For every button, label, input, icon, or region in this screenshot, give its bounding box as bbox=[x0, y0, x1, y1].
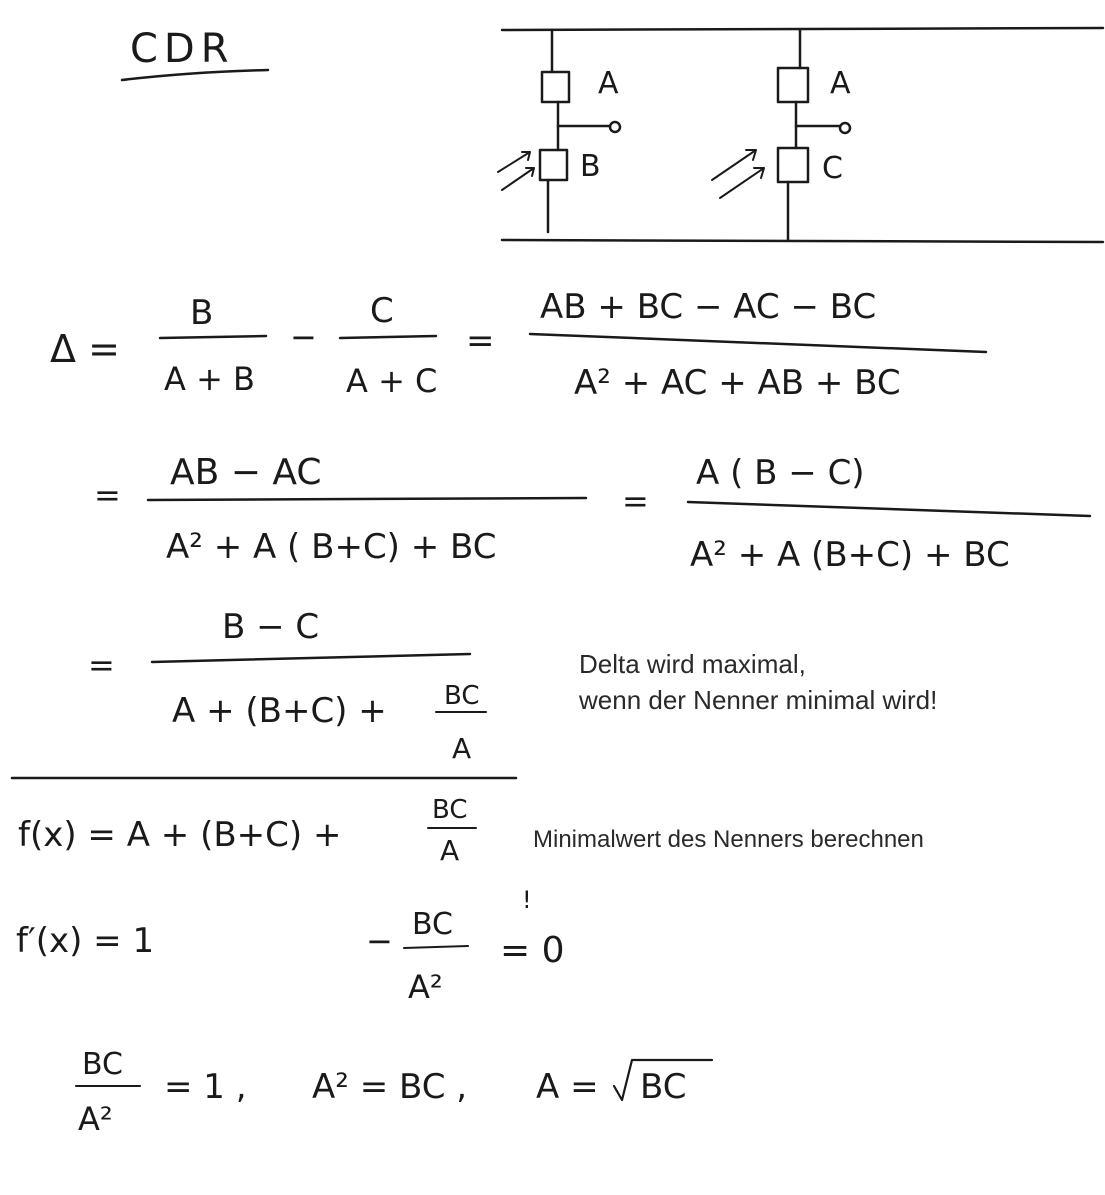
eq6-rest2: A² = BC , bbox=[312, 1067, 468, 1107]
equation-function bbox=[18, 795, 476, 867]
eq2-frac2-bar bbox=[688, 502, 1090, 516]
light-arrow-b2 bbox=[502, 168, 534, 190]
eq1-frac2-den: A + C bbox=[346, 362, 438, 400]
eq1-frac2-num: C bbox=[370, 291, 394, 331]
eq1-frac1-bar bbox=[160, 336, 266, 338]
equation-result bbox=[76, 1047, 712, 1138]
eq2-equals1: = bbox=[94, 476, 121, 514]
eq3-den-main: A + (B+C) + bbox=[172, 691, 387, 731]
light-arrow-b1 bbox=[498, 152, 530, 172]
eq1-lhs: Δ = bbox=[50, 327, 120, 371]
eq2-equals2: = bbox=[622, 482, 649, 520]
right-output-terminal bbox=[840, 123, 850, 133]
eq1-frac1-num: B bbox=[190, 293, 214, 333]
eq5-frac-den: A² bbox=[408, 968, 443, 1006]
eq6-frac-num: BC bbox=[82, 1047, 124, 1082]
note-delta-line-2: wenn der Nenner minimal wird! bbox=[579, 685, 938, 715]
eq2-frac1-den: A² + A ( B+C) + BC bbox=[166, 527, 497, 567]
eq1-frac3-den: A² + AC + AB + BC bbox=[574, 363, 901, 403]
eq5-minus: − bbox=[366, 922, 393, 960]
eq1-frac3-num: AB + BC − AC − BC bbox=[540, 287, 877, 327]
eq3-bar bbox=[152, 654, 470, 662]
label-b: B bbox=[580, 149, 601, 184]
label-c: C bbox=[822, 151, 843, 186]
eq1-equals: = bbox=[466, 321, 495, 361]
note-delta-line-1: Delta wird maximal, bbox=[579, 649, 806, 679]
eq6-rest1: = 1 , bbox=[164, 1067, 247, 1107]
eq5-lhs: f′(x) = 1 bbox=[16, 921, 155, 961]
eq4-frac-num: BC bbox=[432, 795, 468, 825]
resistor-a-right bbox=[778, 68, 808, 102]
eq5-frac-bar bbox=[404, 946, 468, 948]
page-title: CDR bbox=[130, 26, 235, 72]
resistor-a-left bbox=[542, 72, 569, 102]
light-arrow-c1 bbox=[712, 150, 756, 180]
eq6-frac-den: A² bbox=[78, 1100, 113, 1138]
eq6-rest3: A = bbox=[536, 1067, 599, 1107]
eq2-frac2-den: A² + A (B+C) + BC bbox=[690, 535, 1010, 575]
eq1-frac1-den: A + B bbox=[164, 360, 255, 398]
eq4-frac-den: A bbox=[440, 834, 460, 867]
ldr-b bbox=[540, 150, 567, 180]
eq2-frac2-num: A ( B − C) bbox=[696, 453, 865, 493]
equation-step-2 bbox=[94, 452, 1090, 575]
ldr-c bbox=[778, 148, 808, 182]
top-rail bbox=[502, 28, 1103, 30]
left-output-terminal bbox=[610, 122, 620, 132]
label-a-right: A bbox=[830, 66, 851, 101]
eq3-den-sub-den: A bbox=[452, 732, 472, 765]
eq1-frac3-bar bbox=[530, 334, 986, 352]
light-arrow-c2 bbox=[720, 168, 764, 198]
eq3-num: B − C bbox=[222, 607, 320, 647]
eq5-mark: ! bbox=[522, 886, 532, 914]
eq1-frac2-bar bbox=[340, 336, 436, 338]
eq1-minus: − bbox=[290, 318, 317, 356]
equation-derivative bbox=[16, 886, 565, 1006]
eq5-frac-num: BC bbox=[412, 907, 454, 942]
equation-delta bbox=[50, 287, 986, 403]
circuit-diagram bbox=[498, 28, 1103, 242]
eq6-sqrt-arg: BC bbox=[640, 1067, 687, 1107]
eq4-lhs: f(x) = A + (B+C) + bbox=[18, 815, 342, 855]
equation-step-3 bbox=[88, 607, 486, 765]
eq2-frac1-bar bbox=[148, 498, 586, 500]
eq2-frac1-num: AB − AC bbox=[170, 452, 322, 493]
note-minimum: Minimalwert des Nenners berechnen bbox=[533, 826, 924, 853]
eq3-den-sub-num: BC bbox=[444, 681, 480, 711]
bottom-rail bbox=[502, 240, 1103, 242]
label-a-left: A bbox=[598, 66, 619, 101]
eq5-rhs: = 0 bbox=[500, 930, 565, 971]
eq3-equals: = bbox=[88, 646, 115, 684]
